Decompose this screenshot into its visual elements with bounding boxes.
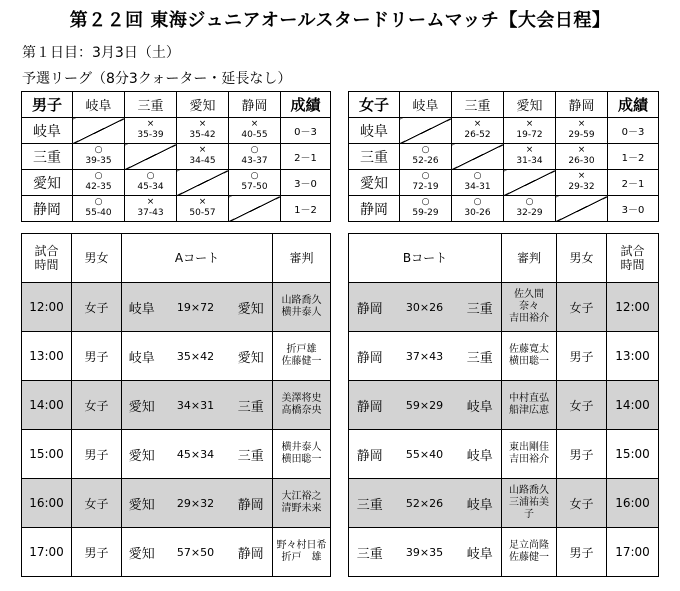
result-mark: ○ <box>525 197 534 207</box>
team1: 愛知 <box>128 399 155 415</box>
referee-name: 子 <box>524 509 534 520</box>
result-cell <box>177 196 229 222</box>
referee-name: 折戸雄 <box>286 344 317 355</box>
referee-name: 佐久間 <box>514 289 544 300</box>
time-header: 試合 時間 <box>607 234 659 283</box>
result-score: 39-35 <box>85 156 112 166</box>
team-header: 愛知 <box>504 92 556 118</box>
referee-name: 佐藤健一 <box>509 552 549 563</box>
table-row <box>349 170 659 196</box>
result-cell <box>504 196 556 222</box>
row-team: 愛知 <box>349 170 400 196</box>
referee-name: 佐藤寛太 <box>509 344 549 355</box>
team-header: 愛知 <box>177 92 229 118</box>
team1: 三重 <box>356 546 383 562</box>
table-row <box>22 144 331 170</box>
team2: 岐阜 <box>466 546 493 562</box>
result-score: 30-26 <box>464 208 491 218</box>
self-match-cell <box>504 170 556 196</box>
result-cell <box>73 170 125 196</box>
row-team: 愛知 <box>22 170 73 196</box>
result-score: 26-52 <box>464 130 491 140</box>
result-score: 29-59 <box>568 130 595 140</box>
court-b-schedule <box>348 233 659 577</box>
match-gender: 男子 <box>557 332 607 381</box>
table-row <box>22 196 331 222</box>
prelim-line: 予選リーグ（8分3クォーター・延長なし） <box>22 71 292 87</box>
result-score: 55-40 <box>85 208 112 218</box>
result-mark: × <box>577 171 586 181</box>
match-score: 45×34 <box>176 448 215 461</box>
result-mark: × <box>525 119 534 129</box>
result-cell <box>452 118 504 144</box>
result-score: 43-37 <box>241 156 268 166</box>
table-row <box>349 528 659 577</box>
result-mark: ○ <box>94 197 103 207</box>
team1: 静岡 <box>356 301 383 317</box>
match-gender: 男子 <box>72 528 122 577</box>
team2: 愛知 <box>237 350 264 366</box>
team1: 愛知 <box>128 497 155 513</box>
result-score: 34-31 <box>464 182 491 192</box>
table-row <box>349 430 659 479</box>
result-mark: ○ <box>250 145 259 155</box>
court-a-schedule <box>21 233 331 577</box>
table-row <box>22 332 331 381</box>
result-mark: ○ <box>94 145 103 155</box>
team2: 岐阜 <box>466 399 493 415</box>
result-mark: ○ <box>94 171 103 181</box>
result-score: 42-35 <box>85 182 112 192</box>
match-gender: 男子 <box>557 430 607 479</box>
match-time: 17:00 <box>22 528 72 577</box>
self-match-cell <box>177 170 229 196</box>
record-header: 成績 <box>608 92 659 118</box>
referees <box>273 283 331 332</box>
match-gender: 男子 <box>72 332 122 381</box>
match-score: 39×35 <box>405 546 444 559</box>
result-cell <box>556 118 608 144</box>
result-score: 50-57 <box>189 208 216 218</box>
row-team: 静岡 <box>22 196 73 222</box>
referee-header: 審判 <box>273 234 331 283</box>
record-cell: 0－3 <box>281 118 331 144</box>
result-score: 35-39 <box>137 130 164 140</box>
gender-header: 男女 <box>557 234 607 283</box>
referees <box>502 479 557 528</box>
row-team: 静岡 <box>349 196 400 222</box>
result-cell <box>452 170 504 196</box>
result-mark: × <box>198 119 207 129</box>
match-score: 52×26 <box>405 497 444 510</box>
result-mark: × <box>198 145 207 155</box>
referees <box>502 528 557 577</box>
referee-name: 美澤将史 <box>281 393 322 404</box>
table-row <box>22 430 331 479</box>
table-row <box>22 283 331 332</box>
team-header: 静岡 <box>229 92 281 118</box>
match-score: 35×42 <box>176 350 215 363</box>
match-time: 12:00 <box>22 283 72 332</box>
match-time: 17:00 <box>607 528 659 577</box>
referees <box>502 283 557 332</box>
result-mark: × <box>525 145 534 155</box>
row-team: 岐阜 <box>22 118 73 144</box>
match-score: 19×72 <box>176 301 215 314</box>
result-mark: ○ <box>146 171 155 181</box>
result-mark: × <box>473 119 482 129</box>
referee-name: 野々村日希 <box>276 540 327 551</box>
result-cell <box>229 118 281 144</box>
result-mark: × <box>146 119 155 129</box>
referee-name: 吉田裕介 <box>509 313 549 324</box>
match-gender: 男子 <box>557 528 607 577</box>
team1: 静岡 <box>356 448 383 464</box>
result-score: 19-72 <box>516 130 543 140</box>
gender-header: 男女 <box>72 234 122 283</box>
table-row <box>349 196 659 222</box>
match-gender: 女子 <box>557 479 607 528</box>
referee-name: 大江裕之 <box>281 491 322 502</box>
referees <box>502 430 557 479</box>
referee-name: 東出剛佳 <box>509 442 549 453</box>
team1: 岐阜 <box>128 301 155 317</box>
match-time: 12:00 <box>607 283 659 332</box>
record-cell: 1－2 <box>608 144 659 170</box>
team-header: 岐阜 <box>400 92 452 118</box>
result-mark: × <box>250 119 259 129</box>
referee-name: 三浦祐美 <box>509 497 549 508</box>
record-cell: 2－1 <box>281 144 331 170</box>
match-gender: 女子 <box>72 479 122 528</box>
match-time: 15:00 <box>607 430 659 479</box>
table-row <box>22 118 331 144</box>
result-score: 59-29 <box>412 208 439 218</box>
referee-name: 山路喬久 <box>509 485 549 496</box>
row-team: 岐阜 <box>349 118 400 144</box>
match-score: 55×40 <box>405 448 444 461</box>
referees <box>502 381 557 430</box>
match-score: 37×43 <box>405 350 444 363</box>
referee-name: 山路喬久 <box>281 295 322 306</box>
result-mark: ○ <box>473 171 482 181</box>
match-time: 13:00 <box>22 332 72 381</box>
match-gender: 女子 <box>557 283 607 332</box>
self-match-cell <box>229 196 281 222</box>
match-score: 59×29 <box>405 399 444 412</box>
referee-name: 吉田裕介 <box>509 454 549 465</box>
result-score: 57-50 <box>241 182 268 192</box>
table-row <box>349 381 659 430</box>
record-cell: 0－3 <box>608 118 659 144</box>
table-row <box>22 528 331 577</box>
team2: 三重 <box>237 448 264 464</box>
result-cell <box>73 196 125 222</box>
result-cell <box>556 144 608 170</box>
result-mark: × <box>198 197 207 207</box>
team2: 岐阜 <box>466 448 493 464</box>
referees <box>273 381 331 430</box>
match-time: 16:00 <box>607 479 659 528</box>
team1: 静岡 <box>356 399 383 415</box>
referee-header: 審判 <box>502 234 557 283</box>
match-score: 29×32 <box>176 497 215 510</box>
league-label: 男子 <box>22 92 73 118</box>
self-match-cell <box>556 196 608 222</box>
table-row <box>349 118 659 144</box>
referees <box>273 528 331 577</box>
table-row <box>349 144 659 170</box>
result-cell <box>229 144 281 170</box>
row-team: 三重 <box>22 144 73 170</box>
self-match-cell <box>125 144 177 170</box>
referee-name: 横田聡一 <box>509 356 549 367</box>
team2: 愛知 <box>237 301 264 317</box>
result-mark: ○ <box>473 197 482 207</box>
result-cell <box>452 196 504 222</box>
team1: 三重 <box>356 497 383 513</box>
result-mark: ○ <box>421 145 430 155</box>
team1: 愛知 <box>128 546 155 562</box>
team2: 岐阜 <box>466 497 493 513</box>
court-header: Aコート <box>122 234 273 283</box>
self-match-cell <box>73 118 125 144</box>
result-cell <box>400 144 452 170</box>
table-row <box>349 332 659 381</box>
match-gender: 男子 <box>72 430 122 479</box>
match-gender: 女子 <box>72 283 122 332</box>
result-cell <box>229 170 281 196</box>
team-header: 三重 <box>125 92 177 118</box>
result-score: 52-26 <box>412 156 439 166</box>
referee-name: 横井泰人 <box>281 442 322 453</box>
result-cell <box>177 118 229 144</box>
result-score: 45-34 <box>137 182 164 192</box>
result-cell <box>125 196 177 222</box>
result-cell <box>177 144 229 170</box>
result-score: 31-34 <box>516 156 543 166</box>
table-row <box>349 479 659 528</box>
team-header: 静岡 <box>556 92 608 118</box>
result-cell <box>504 118 556 144</box>
table-row <box>22 381 331 430</box>
referee-name: 船津広恵 <box>509 405 549 416</box>
referees <box>273 332 331 381</box>
time-header: 試合 時間 <box>22 234 72 283</box>
match-score: 34×31 <box>176 399 215 412</box>
self-match-cell <box>452 144 504 170</box>
referee-name: 佐藤健一 <box>281 356 322 367</box>
referee-name: 高橋奈央 <box>281 405 322 416</box>
result-score: 35-42 <box>189 130 216 140</box>
result-score: 37-43 <box>137 208 164 218</box>
record-header: 成績 <box>281 92 331 118</box>
result-mark: ○ <box>421 171 430 181</box>
team2: 静岡 <box>237 497 264 513</box>
referee-name: 足立尚隆 <box>509 540 549 551</box>
team-header: 三重 <box>452 92 504 118</box>
league-label: 女子 <box>349 92 400 118</box>
referees <box>273 479 331 528</box>
result-mark: ○ <box>250 171 259 181</box>
result-cell <box>125 118 177 144</box>
match-time: 14:00 <box>22 381 72 430</box>
team2: 静岡 <box>237 546 264 562</box>
result-cell <box>400 170 452 196</box>
table-row <box>22 170 331 196</box>
referees <box>273 430 331 479</box>
result-mark: × <box>577 119 586 129</box>
date-line: 第１日目：3月3日（土） <box>22 45 180 61</box>
result-cell <box>73 144 125 170</box>
result-score: 34-45 <box>189 156 216 166</box>
boys-league-table <box>21 91 331 222</box>
row-team: 三重 <box>349 144 400 170</box>
result-cell <box>504 144 556 170</box>
team2: 三重 <box>466 301 493 317</box>
team2: 三重 <box>466 350 493 366</box>
match-time: 16:00 <box>22 479 72 528</box>
result-score: 72-19 <box>412 182 439 192</box>
result-score: 32-29 <box>516 208 543 218</box>
match-gender: 女子 <box>557 381 607 430</box>
match-gender: 女子 <box>72 381 122 430</box>
girls-league-table <box>348 91 659 222</box>
result-mark: × <box>146 197 155 207</box>
team1: 岐阜 <box>128 350 155 366</box>
team2: 三重 <box>237 399 264 415</box>
match-score: 30×26 <box>405 301 444 314</box>
match-time: 14:00 <box>607 381 659 430</box>
table-row <box>22 479 331 528</box>
match-time: 13:00 <box>607 332 659 381</box>
referee-name: 横田聡一 <box>281 454 322 465</box>
match-time: 15:00 <box>22 430 72 479</box>
result-score: 40-55 <box>241 130 268 140</box>
team-header: 岐阜 <box>73 92 125 118</box>
team1: 愛知 <box>128 448 155 464</box>
record-cell: 3－0 <box>281 170 331 196</box>
referee-name: 奈々 <box>519 301 539 312</box>
record-cell: 1－2 <box>281 196 331 222</box>
result-score: 26-30 <box>568 156 595 166</box>
result-cell <box>125 170 177 196</box>
self-match-cell <box>400 118 452 144</box>
result-score: 29-32 <box>568 182 595 192</box>
result-mark: ○ <box>421 197 430 207</box>
result-mark: × <box>577 145 586 155</box>
referee-name: 折戸 雄 <box>281 552 322 563</box>
referee-name: 横井泰人 <box>281 307 322 318</box>
match-score: 57×50 <box>176 546 215 559</box>
referees <box>502 332 557 381</box>
page-title: 第２２回 東海ジュニアオールスタードリームマッチ【大会日程】 <box>69 10 611 31</box>
result-cell <box>400 196 452 222</box>
referee-name: 清野未来 <box>281 503 322 514</box>
record-cell: 3－0 <box>608 196 659 222</box>
result-cell <box>556 170 608 196</box>
table-row <box>349 283 659 332</box>
team1: 静岡 <box>356 350 383 366</box>
court-header: Bコート <box>349 234 502 283</box>
referee-name: 中村直弘 <box>509 393 549 404</box>
record-cell: 2－1 <box>608 170 659 196</box>
